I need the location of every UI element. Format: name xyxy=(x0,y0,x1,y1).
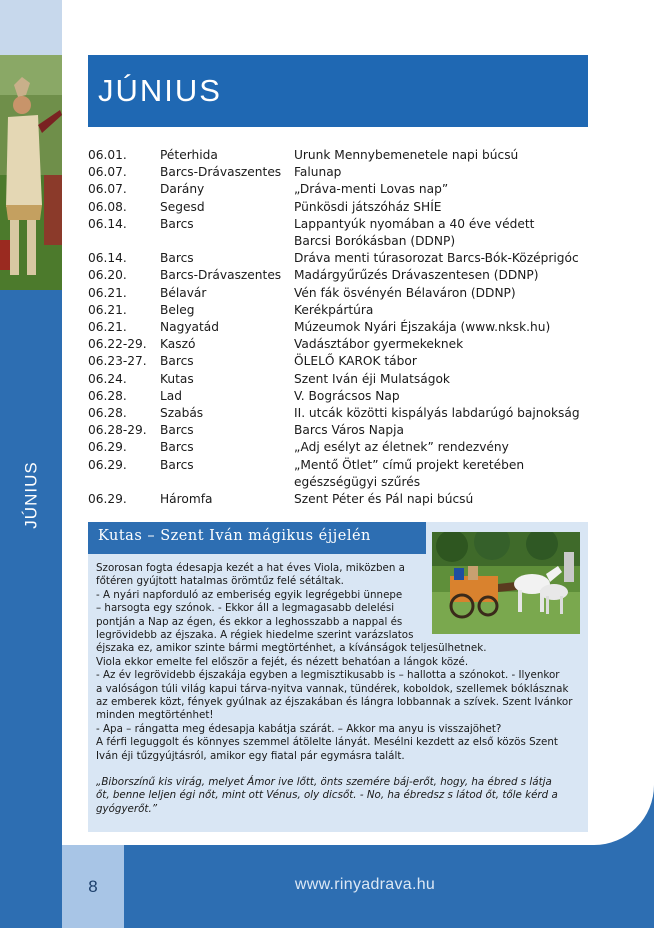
event-place: Nagyatád xyxy=(160,320,219,335)
event-row xyxy=(88,491,593,508)
event-date: 06.01. xyxy=(88,148,127,162)
article-body xyxy=(96,562,584,763)
event-row xyxy=(88,439,593,456)
event-place: Barcs xyxy=(160,216,194,231)
website-link[interactable]: www.rinyadrava.hu xyxy=(294,876,436,893)
event-date: 06.07. xyxy=(88,182,127,197)
page-title: JÚNIUS xyxy=(98,73,222,108)
event-title: Vadásztábor gyermekeknek xyxy=(294,337,464,352)
event-place: Barcs xyxy=(160,251,194,266)
event-place: Beleg xyxy=(160,302,195,317)
article-heading-bar xyxy=(88,522,426,554)
event-title: „Adj esélyt az életnek” rendezvény xyxy=(294,440,509,455)
event-date: 06.28. xyxy=(88,406,127,421)
event-date: 06.21. xyxy=(88,302,127,317)
event-place: Barcs xyxy=(160,457,194,472)
event-row xyxy=(88,405,593,422)
event-title: Dráva menti túrasorozat Barcs-Bók-Középrigóc xyxy=(294,251,579,266)
event-place: Segesd xyxy=(160,199,205,214)
event-date: 06.23-27. xyxy=(88,354,147,369)
event-row xyxy=(88,353,593,370)
event-title: II. utcák közötti kispályás labdarúgó bajnokság xyxy=(294,406,580,421)
event-place: Barcs-Drávaszentes xyxy=(160,268,282,283)
article-line: - Apa – rángatta meg édesapja kabátja szárát. – Akkor ma anyu is visszajöhet? xyxy=(96,722,502,735)
event-title: Vén fák ösvényén Bélaváron (DDNP) xyxy=(294,285,516,300)
event-place: Darány xyxy=(160,182,205,197)
event-date: 06.29. xyxy=(88,492,127,507)
event-place: Lad xyxy=(160,388,182,403)
event-place: Barcs xyxy=(160,440,194,455)
article-line: éjszaka ez, amikor szinte bármi megtörténhet, a kívánságok teljesülhetnek. xyxy=(96,642,487,655)
event-date: 06.21. xyxy=(88,320,127,335)
event-title: Szent Péter és Pál napi búcsú xyxy=(294,492,474,507)
event-title xyxy=(294,457,593,491)
article-quote xyxy=(96,776,582,816)
quote-line: őt, benne leljen égi nőt, mint ott Vénus, oly dicsőt. - No, ha ébredsz s látod őt, tőle kérd a xyxy=(96,789,558,802)
quote-line: gyógyerőt.” xyxy=(96,802,158,815)
event-title: Kerékpártúra xyxy=(294,302,374,317)
article-line: – harsogta egy szónok. - Ekkor áll a legmagasabb delelési xyxy=(96,602,395,615)
event-place: Bélavár xyxy=(160,285,207,300)
event-date: 06.24. xyxy=(88,371,127,386)
event-title: Falunap xyxy=(294,165,342,180)
event-place: Háromfa xyxy=(160,492,213,507)
event-date: 06.20. xyxy=(88,268,127,283)
sidebar-top-band xyxy=(0,0,62,55)
event-row xyxy=(88,199,593,216)
event-title: Urunk Mennybemenetele napi búcsú xyxy=(294,148,519,162)
article-line: legrövidebb az éjszaka. A régiek hiedelme szerint varázslatos xyxy=(96,629,414,642)
event-title: Barcs Város Napja xyxy=(294,423,404,438)
event-row xyxy=(88,388,593,405)
event-row xyxy=(88,147,593,164)
event-title: ÖLELŐ KAROK tábor xyxy=(294,354,417,369)
event-row xyxy=(88,181,593,198)
event-date: 06.14. xyxy=(88,216,127,231)
article-line: minden megtörténhet! xyxy=(96,709,214,722)
event-row xyxy=(88,216,593,250)
page-number-box xyxy=(62,845,124,928)
article-line: az emberek közt, fények gyúlnak az éjszakában és lángra lobbannak a szívek. Szent Ivánkor xyxy=(96,696,573,709)
event-row xyxy=(88,371,593,388)
event-title: Madárgyűrűzés Drávaszentesen (DDNP) xyxy=(294,268,539,283)
event-date: 06.22-29. xyxy=(88,337,147,352)
event-date: 06.29. xyxy=(88,440,127,455)
event-title-line2: egészségügyi szűrés xyxy=(294,474,421,489)
event-row xyxy=(88,457,593,491)
event-place: Kaszó xyxy=(160,337,196,352)
event-row xyxy=(88,164,593,181)
event-title-line: „Mentő Ötlet” című projekt keretében xyxy=(294,457,525,472)
event-place: Barcs xyxy=(160,423,194,438)
event-title: Szent Iván éji Mulatságok xyxy=(294,371,450,386)
event-title-line: Lappantyúk nyomában a 40 éve védett xyxy=(294,216,535,231)
event-place: Barcs-Drávaszentes xyxy=(160,165,282,180)
article-line: főtéren gyújtott hatalmas örömtűz felé sétáltak. xyxy=(96,575,344,588)
event-date: 06.28. xyxy=(88,388,127,403)
event-place: Barcs xyxy=(160,354,194,369)
event-date: 06.28-29. xyxy=(88,423,147,438)
event-title: Pünkösdi játszóház SHÍE xyxy=(294,199,442,214)
event-title: V. Bográcsos Nap xyxy=(294,388,400,403)
event-row xyxy=(88,267,593,284)
event-date: 06.21. xyxy=(88,285,127,300)
event-list xyxy=(88,147,593,508)
event-title: „Dráva-menti Lovas nap” xyxy=(294,182,449,197)
event-title: Múzeumok Nyári Éjszakája (www.nksk.hu) xyxy=(294,320,551,335)
side-month-text: JÚNIUS xyxy=(22,461,41,529)
event-title-line2: Barcsi Borókásban (DDNP) xyxy=(294,234,456,249)
side-month-label xyxy=(20,455,44,535)
article-box xyxy=(88,522,588,832)
event-row xyxy=(88,336,593,353)
event-row xyxy=(88,285,593,302)
article-line: Viola ekkor emelte fel először a fejét, és nézett behatóan a lángok közé. xyxy=(96,655,469,668)
side-photo-rider xyxy=(0,55,62,290)
article-line: - Az év legrövidebb éjszakája egyben a legmisztikusabb is – hallotta a szónokot. - Ilyenkor xyxy=(96,669,560,682)
event-date: 06.07. xyxy=(88,165,127,180)
article-line: - A nyári napforduló az emberiség egyik legrégebbi ünnepe xyxy=(96,588,403,601)
event-date: 06.14. xyxy=(88,251,127,266)
quote-line: „Biborszínű kis virág, melyet Ámor ive lőtt, önts szemére báj-erőt, hogy, ha ébred s látja xyxy=(96,776,552,788)
article-line: a valóságon túli világ kapui tárva-nyitva vannak, tündérek, koboldok, szellemek bóklásznak xyxy=(96,682,569,695)
month-title-bar xyxy=(88,55,588,127)
article-line: A férfi leguggolt és könnyes szemmel átölelte lányát. Mesélni kezdett az első közös Szent xyxy=(96,736,558,749)
event-row xyxy=(88,302,593,319)
article-line: Iván éji tűzgyújtásról, amikor egy fiatal pár egymásra talált. xyxy=(96,749,405,762)
event-place: Péterhida xyxy=(160,148,218,162)
event-place: Kutas xyxy=(160,371,194,386)
article-line: Szorosan fogta édesapja kezét a hat éves Viola, miközben a xyxy=(96,562,405,574)
event-row xyxy=(88,422,593,439)
page-number: 8 xyxy=(88,876,98,896)
event-date: 06.08. xyxy=(88,199,127,214)
event-title xyxy=(294,216,593,250)
event-row xyxy=(88,319,593,336)
event-place: Szabás xyxy=(160,406,204,421)
event-date: 06.29. xyxy=(88,457,127,472)
event-row xyxy=(88,250,593,267)
article-heading: Kutas – Szent Iván mágikus éjjelén xyxy=(98,528,371,544)
article-line: pontján a Nap az égen, és ekkor a leghosszabb a nappal és xyxy=(96,615,403,628)
